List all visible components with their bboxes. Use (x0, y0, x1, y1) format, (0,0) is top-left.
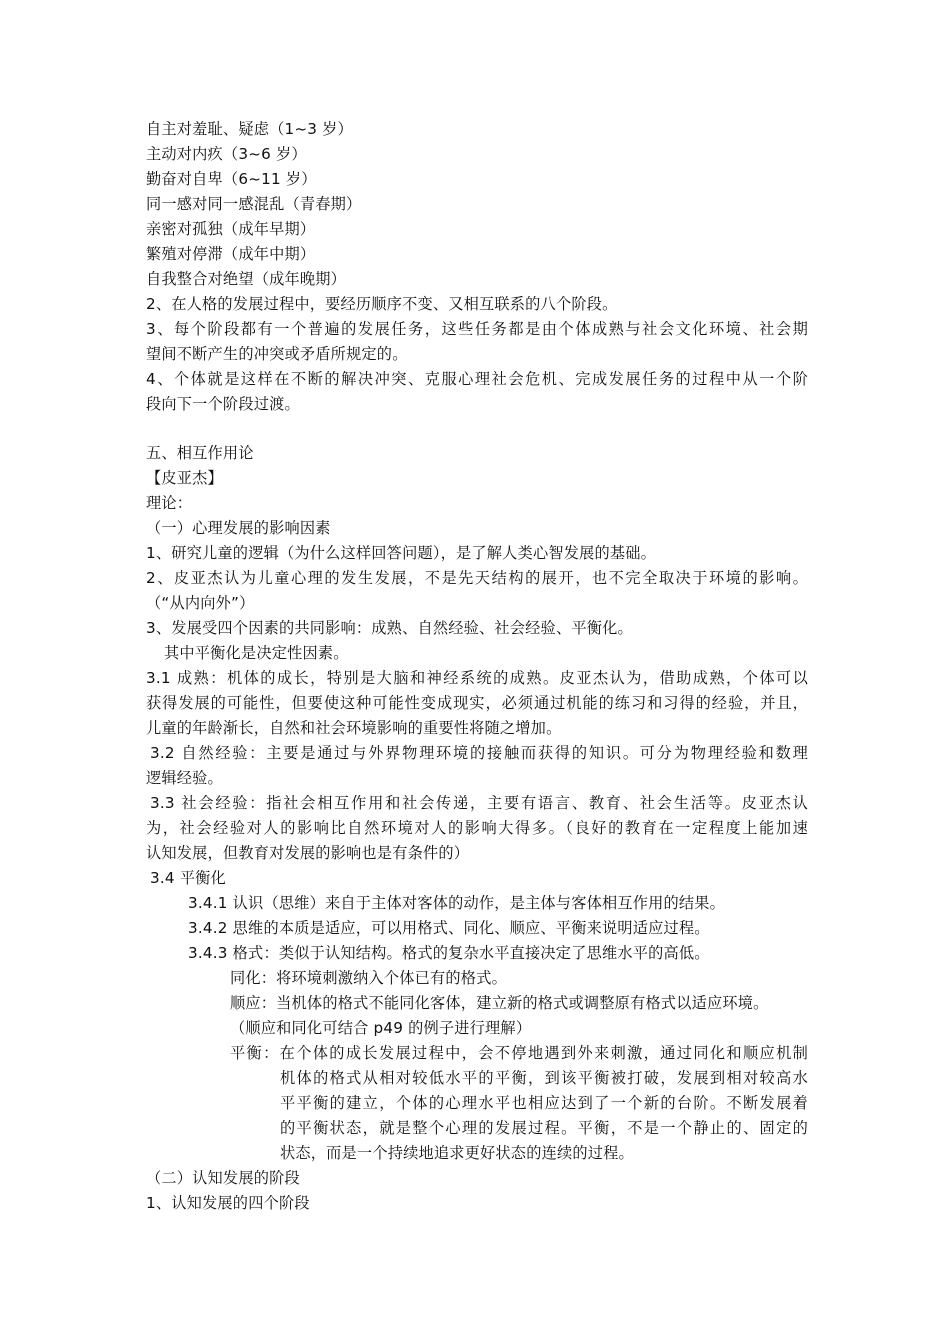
stage-line-intimacy: 亲密对孤独（成年早期） (146, 220, 316, 238)
assimilation-definition: 同化：将环境刺激纳入个体已有的格式。 (230, 969, 507, 987)
equilibrium-line-5: 状态，而是一个持续地追求更好状态的连续的过程。 (280, 1144, 634, 1162)
equilibration-heading: 3.4 平衡化 (150, 869, 226, 887)
point-3-4-3: 3.4.3 格式：类似于认知结构。格式的复杂水平直接决定了思维水平的高低。 (188, 944, 710, 962)
social-experience-line-3: 认知发展，但教育对发展的影响也是有条件的） (146, 844, 470, 862)
social-experience-line-1: 3.3 社会经验：指社会相互作用和社会传递，主要有语言、教育、社会生活等。皮亚杰认 (150, 794, 808, 812)
physical-experience-line-2: 逻辑经验。 (146, 769, 223, 787)
maturation-line-1: 3.1 成熟：机体的成长，特别是大脑和神经系统的成熟。皮亚杰认为，借助成熟，个体可以 (146, 669, 808, 687)
theory-label: 理论： (146, 494, 193, 512)
point-2: 2、在人格的发展过程中，要经历顺序不变、又相互联系的八个阶段。 (146, 295, 618, 313)
physical-experience-line-1: 3.2 自然经验：主要是通过与外界物理环境的接触而获得的知识。可分为物理经验和数理 (150, 744, 808, 762)
accommodation-definition: 顺应：当机体的格式不能同化客体，建立新的格式或调整原有格式以适应环境。 (230, 994, 769, 1012)
equilibrium-line-2: 机体的格式从相对较低水平的平衡，到该平衡被打破，发展到相对较高水 (280, 1069, 808, 1087)
subsection-heading-stages: （二）认知发展的阶段 (146, 1169, 300, 1187)
stages-point-1: 1、认知发展的四个阶段 (146, 1194, 310, 1212)
maturation-line-2: 获得发展的可能性，但要使这种可能性变成现实，必须通过机能的练习和习得的经验，并且， (146, 694, 808, 712)
stage-line-industry: 勤奋对自卑（6~11 岁） (146, 170, 317, 188)
stage-line-initiative: 主动对内疚（3~6 岁） (146, 145, 307, 163)
factor-point-3-line-1: 3、发展受四个因素的共同影响：成熟、自然经验、社会经验、平衡化。 (146, 619, 633, 637)
section-heading-interaction-theory: 五、相互作用论 (146, 444, 254, 462)
maturation-line-3: 儿童的年龄渐长，自然和社会环境影响的重要性将随之增加。 (146, 719, 562, 737)
subsection-heading-factors: （一）心理发展的影响因素 (146, 519, 331, 537)
point-3-4-2: 3.4.2 思维的本质是适应，可以用格式、同化、顺应、平衡来说明适应过程。 (188, 919, 710, 937)
social-experience-line-2: 为，社会经验对人的影响比自然环境对人的影响大得多。（良好的教育在一定程度上能加速 (146, 819, 808, 837)
equilibrium-line-3: 平平衡的建立，个体的心理水平也相应达到了一个新的台阶。不断发展着 (280, 1094, 808, 1112)
point-3-line-2: 望间不断产生的冲突或矛盾所规定的。 (146, 345, 408, 363)
equilibrium-line-4: 的平衡状态，就是整个心理的发展过程。平衡，不是一个静止的、固定的 (280, 1119, 808, 1137)
stage-line-generativity: 繁殖对停滞（成年中期） (146, 245, 316, 263)
point-4-line-2: 段向下一个阶段过渡。 (146, 395, 300, 413)
factor-point-1: 1、研究儿童的逻辑（为什么这样回答问题），是了解人类心智发展的基础。 (146, 544, 657, 562)
factor-point-3-line-2: 其中平衡化是决定性因素。 (164, 644, 349, 662)
stage-line-identity: 同一感对同一感混乱（青春期） (146, 195, 362, 213)
stage-line-autonomy: 自主对羞耻、疑虑（1~3 岁） (146, 120, 353, 138)
point-3-4-1: 3.4.1 认识（思维）来自于主体对客体的动作，是主体与客体相互作用的结果。 (188, 894, 726, 912)
point-3-line-1: 3、每个阶段都有一个普遍的发展任务，这些任务都是由个体成熟与社会文化环境、社会期 (146, 320, 808, 338)
factor-point-2-line-2: （“从内向外”） (146, 594, 255, 612)
equilibrium-line-1: 平衡：在个体的成长发展过程中，会不停地遇到外来刺激，通过同化和顺应机制 (230, 1044, 808, 1062)
point-4-line-1: 4、个体就是这样在不断的解决冲突、克服心理社会危机、完成发展任务的过程中从一个阶 (146, 370, 808, 388)
stage-line-integrity: 自我整合对绝望（成年晚期） (146, 270, 347, 288)
piaget-heading: 【皮亚杰】 (146, 469, 223, 487)
factor-point-2-line-1: 2、皮亚杰认为儿童心理的发生发展，不是先天结构的展开，也不完全取决于环境的影响。 (146, 569, 808, 587)
accommodation-note: （顺应和同化可结合 p49 的例子进行理解） (230, 1019, 532, 1037)
